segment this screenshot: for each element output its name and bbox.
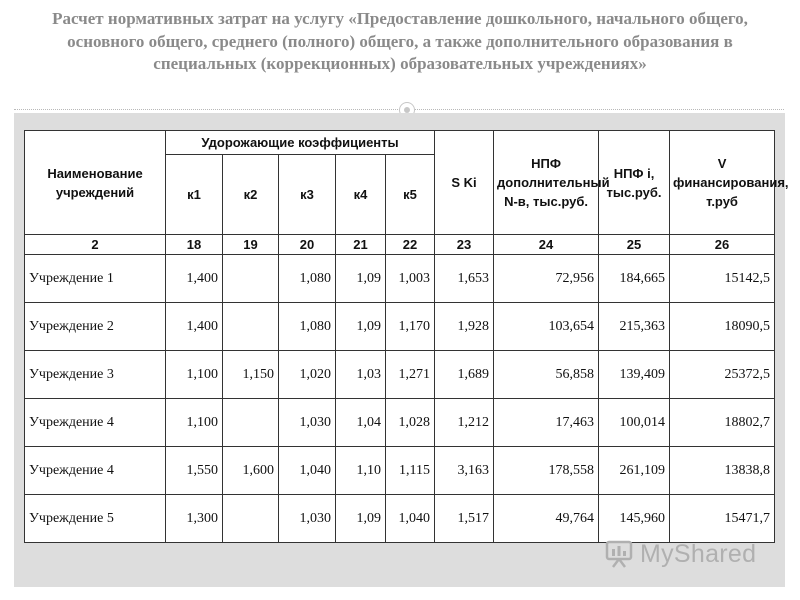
- header-k3: к3: [279, 155, 336, 235]
- k2-value: [223, 495, 279, 543]
- institution-name: Учреждение 2: [25, 303, 166, 351]
- k5-value: 1,040: [386, 495, 435, 543]
- k2-value: 1,600: [223, 447, 279, 495]
- k4-value: 1,03: [336, 351, 386, 399]
- v-financing-value: 15142,5: [670, 255, 775, 303]
- column-number: 24: [494, 235, 599, 255]
- column-number: 23: [435, 235, 494, 255]
- column-number: 19: [223, 235, 279, 255]
- k4-value: 1,10: [336, 447, 386, 495]
- k1-value: 1,400: [166, 303, 223, 351]
- cost-table: [24, 130, 789, 543]
- page-title: Расчет нормативных затрат на услугу «Предоставление дошкольного, начального общего, основного общего, среднего (полного) общего, а также дополнительного образования в специальных (коррекционных) образовательных учреждениях»: [52, 9, 748, 73]
- header-k1: к1: [166, 155, 223, 235]
- k1-value: 1,550: [166, 447, 223, 495]
- table-row: [25, 399, 775, 447]
- v-financing-value: 15471,7: [670, 495, 775, 543]
- npf-additional-value: 17,463: [494, 399, 599, 447]
- column-number: 2: [25, 235, 166, 255]
- ski-value: 1,928: [435, 303, 494, 351]
- k3-value: 1,080: [279, 255, 336, 303]
- k5-value: 1,003: [386, 255, 435, 303]
- npf-additional-value: 72,956: [494, 255, 599, 303]
- header-npf-additional: НПФ дополнительный N-в, тыс.руб.: [494, 131, 599, 235]
- k2-value: [223, 399, 279, 447]
- table-row: [25, 447, 775, 495]
- header-k2: к2: [223, 155, 279, 235]
- v-financing-value: 18802,7: [670, 399, 775, 447]
- npf-additional-value: 178,558: [494, 447, 599, 495]
- table-row: [25, 255, 775, 303]
- v-financing-value: 25372,5: [670, 351, 775, 399]
- k5-value: 1,028: [386, 399, 435, 447]
- k4-value: 1,09: [336, 303, 386, 351]
- k1-value: 1,300: [166, 495, 223, 543]
- ski-value: 1,212: [435, 399, 494, 447]
- header-k5: к5: [386, 155, 435, 235]
- k5-value: 1,115: [386, 447, 435, 495]
- k3-value: 1,030: [279, 495, 336, 543]
- npf-i-value: 184,665: [599, 255, 670, 303]
- k4-value: 1,09: [336, 255, 386, 303]
- k1-value: 1,400: [166, 255, 223, 303]
- header-v-financing: V финансирования, т.руб: [670, 131, 775, 235]
- column-numbers-row: [25, 235, 775, 255]
- header-name: Наименование учреждений: [25, 131, 166, 235]
- header-coef-group: Удорожающие коэффициенты: [166, 131, 435, 155]
- npf-i-value: 145,960: [599, 495, 670, 543]
- npf-i-value: 139,409: [599, 351, 670, 399]
- ski-value: 3,163: [435, 447, 494, 495]
- k2-value: [223, 303, 279, 351]
- presentation-board-icon: [604, 539, 634, 569]
- k2-value: [223, 255, 279, 303]
- k4-value: 1,04: [336, 399, 386, 447]
- k5-value: 1,170: [386, 303, 435, 351]
- institution-name: Учреждение 5: [25, 495, 166, 543]
- table-row: [25, 303, 775, 351]
- header-npf-i: НПФ i, тыс.руб.: [599, 131, 670, 235]
- k3-value: 1,030: [279, 399, 336, 447]
- k4-value: 1,09: [336, 495, 386, 543]
- watermark-text: MyShared: [640, 539, 757, 568]
- column-number: 25: [599, 235, 670, 255]
- ski-value: 1,653: [435, 255, 494, 303]
- header-ski: S Ki: [435, 131, 494, 235]
- ski-value: 1,517: [435, 495, 494, 543]
- table-row: [25, 351, 775, 399]
- header-k4: к4: [336, 155, 386, 235]
- k3-value: 1,080: [279, 303, 336, 351]
- npf-i-value: 215,363: [599, 303, 670, 351]
- institution-name: Учреждение 4: [25, 447, 166, 495]
- column-number: 20: [279, 235, 336, 255]
- npf-i-value: 100,014: [599, 399, 670, 447]
- npf-additional-value: 49,764: [494, 495, 599, 543]
- k5-value: 1,271: [386, 351, 435, 399]
- watermark: [604, 536, 774, 572]
- ski-value: 1,689: [435, 351, 494, 399]
- npf-additional-value: 56,858: [494, 351, 599, 399]
- v-financing-value: 18090,5: [670, 303, 775, 351]
- column-number: 26: [670, 235, 775, 255]
- k3-value: 1,020: [279, 351, 336, 399]
- npf-additional-value: 103,654: [494, 303, 599, 351]
- npf-i-value: 261,109: [599, 447, 670, 495]
- k1-value: 1,100: [166, 351, 223, 399]
- institution-name: Учреждение 4: [25, 399, 166, 447]
- k2-value: 1,150: [223, 351, 279, 399]
- column-number: 21: [336, 235, 386, 255]
- header-row-top: [25, 131, 775, 155]
- k1-value: 1,100: [166, 399, 223, 447]
- column-number: 18: [166, 235, 223, 255]
- institution-name: Учреждение 3: [25, 351, 166, 399]
- v-financing-value: 13838,8: [670, 447, 775, 495]
- column-number: 22: [386, 235, 435, 255]
- institution-name: Учреждение 1: [25, 255, 166, 303]
- k3-value: 1,040: [279, 447, 336, 495]
